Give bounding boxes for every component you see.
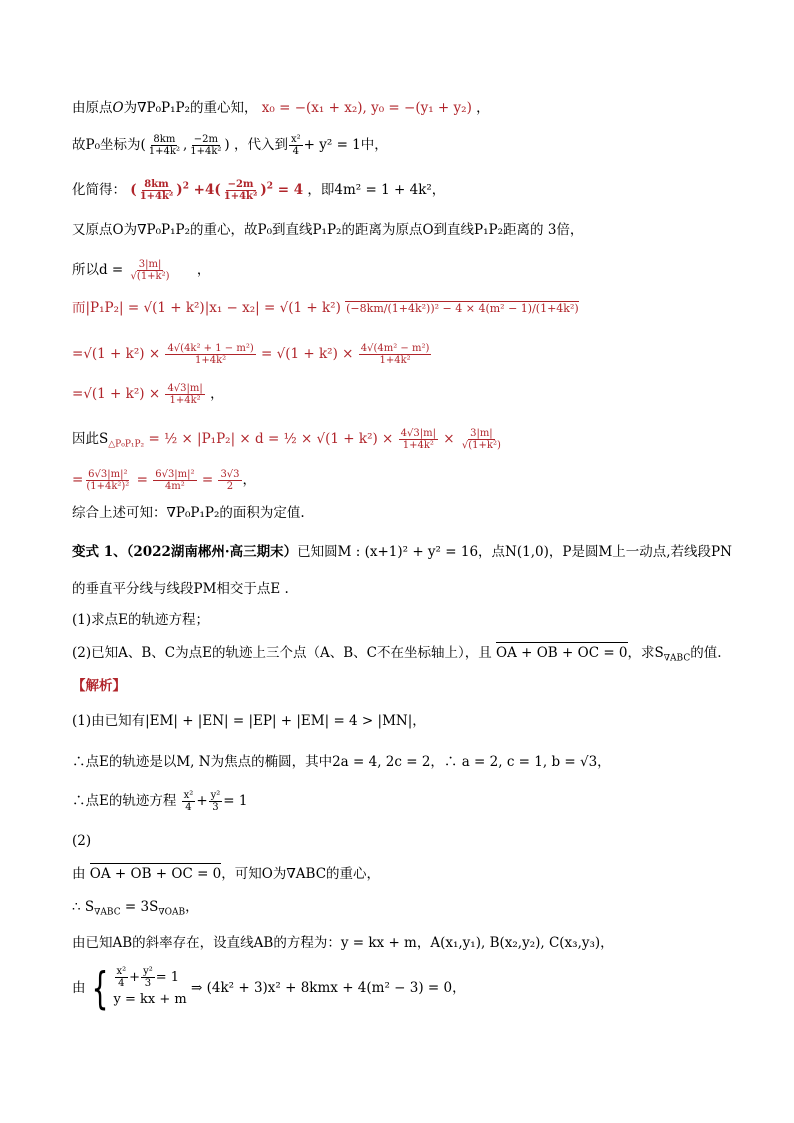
line-2: 故P₀坐标为( $\frac{8km}{\text{1+4k²}}$ , $\frac{-2m}{\text{1+4k²}}$ ) ，代入到 $\frac{\text{x²}}{4}$ + y² = 1中， bbox=[72, 134, 388, 157]
line-5 bbox=[72, 259, 210, 282]
vector-equation: OA + OB + OC = 0 bbox=[496, 645, 628, 661]
line-14: (1)求点E的轨迹方程； bbox=[72, 612, 209, 628]
line-21 bbox=[72, 864, 380, 884]
equation: = $\frac{\text{6√3|m|²}}{\text{(1+4k²)²}}$ = $\frac{\text{6√3|m|²}}{\text{4m²}}$ = $\frac{3√3}{2}$ bbox=[72, 469, 240, 492]
text: P₀ bbox=[85, 137, 100, 153]
text: (2)已知A、B、C为点E的轨迹上三个点（A、B、C不在坐标轴上），且 bbox=[72, 645, 492, 661]
line-19: ∴点E的轨迹方程 $\frac{\text{x²}}{4}$ + $\frac{\text{y²}}{3}$ = 1 bbox=[72, 790, 248, 813]
text: = 1 bbox=[223, 793, 248, 809]
text: 坐标为 bbox=[100, 137, 141, 153]
fraction: $\frac{\text{x²}}{4}$ bbox=[290, 134, 301, 157]
equation: = ½ × |P₁P₂| × d = ½ × √(1 + k²) × bbox=[148, 431, 394, 447]
text: ∴ S bbox=[72, 899, 95, 915]
text: ， bbox=[185, 899, 199, 915]
text: (1)由已知有 bbox=[72, 713, 146, 729]
line-8 bbox=[72, 383, 224, 406]
line-6 bbox=[72, 298, 579, 319]
text: ∴点E的轨迹是以M, N为焦点的椭圆，其中 bbox=[72, 754, 333, 770]
line-24 bbox=[72, 962, 466, 1014]
text: ， bbox=[196, 262, 211, 278]
fraction: $\frac{-2m}{\text{1+4k²}}$ bbox=[190, 134, 222, 157]
equation: ⇒ (4k² + 3)x² + 8kmx + 4(m² − 3) = 0， bbox=[191, 980, 466, 996]
equation-system: $\frac{\text{x²}}{4}$ + $\frac{\text{y²}}{3}$ = 1 y = kx + m bbox=[113, 966, 187, 1007]
fraction: $\frac{3|m|}{\text{√(1+k²)}}$ bbox=[461, 428, 501, 451]
fraction: $\frac{3|m|}{\text{√(1+k²)}}$ bbox=[130, 259, 170, 282]
line-13: 的垂直平分线与线段PM相交于点E . bbox=[72, 581, 289, 597]
line-18 bbox=[72, 752, 611, 772]
text: ，求S bbox=[627, 645, 664, 661]
text: ∴点E的轨迹方程 bbox=[72, 793, 177, 809]
line-22 bbox=[72, 897, 199, 917]
line-15 bbox=[72, 643, 722, 663]
fraction: $\frac{8km}{\text{1+4k²}}$ bbox=[148, 134, 180, 157]
line-1 bbox=[72, 98, 490, 118]
text: 为 bbox=[123, 100, 138, 116]
text: + y² = 1 bbox=[303, 137, 361, 153]
subscript: ∇ABC bbox=[94, 907, 121, 918]
equation: x₀ = −(x₁ + x₂), y₀ = −(y₁ + y₂) bbox=[261, 100, 472, 116]
subscript: ∇ABC bbox=[663, 653, 691, 664]
equation: =√(1 + k²) × bbox=[72, 346, 161, 362]
line-4: 又原点O为∇P₀P₁P₂的重心，故P₀到直线P₁P₂的距离为原点O到直线P₁P₂距离的 3倍， bbox=[72, 222, 584, 238]
line-9: 因此$S_{\triangle P_0P_1P_2}$ = ½ × |P₁P₂| × d = ½ × √(1 + k²) × $\frac{4√3|m|}{\text{1+4k²}}$ × $\frac{3|m|}{\text{√(1+k²)}}$ bbox=[72, 428, 501, 451]
fraction: $\frac{\text{4√(4k² + 1 − m²)}}{\text{1+4k²}}$ bbox=[167, 343, 254, 366]
section-heading: 【解析】 bbox=[72, 678, 126, 694]
text: ∇P₀P₁P₂ bbox=[137, 100, 190, 116]
fraction: $\frac{\text{y²}}{3}$ bbox=[210, 790, 221, 813]
line-11: 综合上述可知：∇P₀P₁P₂的面积为定值. bbox=[72, 505, 305, 521]
variant-label: 变式 1、（2022湖南郴州·高三期末） bbox=[72, 544, 298, 560]
text: = 3S bbox=[120, 899, 159, 915]
equation: 2a = 4, 2c = 2，∴ a = 2, c = 1, b = √3， bbox=[332, 754, 611, 770]
text: 由 bbox=[72, 980, 86, 996]
text: 故 bbox=[72, 137, 86, 153]
line-17 bbox=[72, 711, 426, 731]
equation: 而|P₁P₂| = √(1 + k²)|x₁ − x₂| = √(1 + k²) bbox=[72, 300, 341, 316]
line-12 bbox=[72, 542, 732, 562]
line-23: 由已知AB的斜率存在，设直线AB的方程为：y = kx + m，A(x₁,y₁), B(x₂,y₂), C(x₃,y₃)， bbox=[72, 935, 614, 951]
text: 的值. bbox=[690, 645, 722, 661]
text: ，代入到 bbox=[233, 137, 288, 153]
fraction: $\frac{\text{x²}}{4}$ bbox=[183, 790, 194, 813]
equation: =√(1 + k²) × bbox=[72, 386, 161, 402]
text: ，可知O为∇ABC的重心， bbox=[221, 866, 381, 882]
fraction: $\frac{4√3|m|}{\text{1+4k²}}$ bbox=[400, 428, 436, 451]
text: 由原点 bbox=[72, 100, 113, 116]
text: ， bbox=[476, 100, 490, 116]
equation: = √(1 + k²) × bbox=[261, 346, 354, 362]
text: 化简得： bbox=[72, 182, 126, 198]
line-20: (2) bbox=[72, 833, 92, 849]
subscript: ∇OAB bbox=[158, 907, 186, 918]
text: 所以d = bbox=[72, 262, 124, 278]
fraction: $\frac{\text{4√(4m² − m²)}}{\text{1+4k²}}$ bbox=[360, 343, 430, 366]
text: 的重心知， bbox=[190, 100, 258, 116]
text: O bbox=[112, 100, 124, 116]
text: 由 bbox=[72, 866, 86, 882]
line-3 bbox=[72, 179, 445, 202]
line-10 bbox=[72, 469, 256, 492]
equation: (−8km/(1+4k²))² − 4 × 4(m² − 1)/(1+4k²) bbox=[346, 302, 579, 315]
equation: ( $\frac{8km}{\text{1+4k²}}$ )$^2$ +4( $\frac{-2m}{\text{1+4k²}}$ )$^2$ = 4 bbox=[130, 179, 304, 202]
text: 因此S bbox=[72, 431, 109, 447]
fraction: $\frac{4√3|m|}{\text{1+4k²}}$ bbox=[167, 383, 203, 406]
subscript: △P₀P₁P₂ bbox=[108, 439, 145, 450]
text: ， bbox=[210, 386, 224, 402]
brace: { bbox=[91, 962, 108, 1014]
text: 中， bbox=[360, 137, 388, 153]
line-7 bbox=[72, 343, 432, 366]
equation: |EM| + |EN| = |EP| + |EM| = 4 > |MN|， bbox=[145, 713, 426, 729]
text: ，即4m² = 1 + 4k²， bbox=[307, 182, 446, 198]
text: 已知圆M : (x+1)² + y² = 16，点N(1,0)，P是圆M上一动点,若线段PN bbox=[297, 544, 732, 560]
text: ， bbox=[242, 472, 257, 488]
vector-equation: OA + OB + OC = 0 bbox=[89, 866, 222, 882]
